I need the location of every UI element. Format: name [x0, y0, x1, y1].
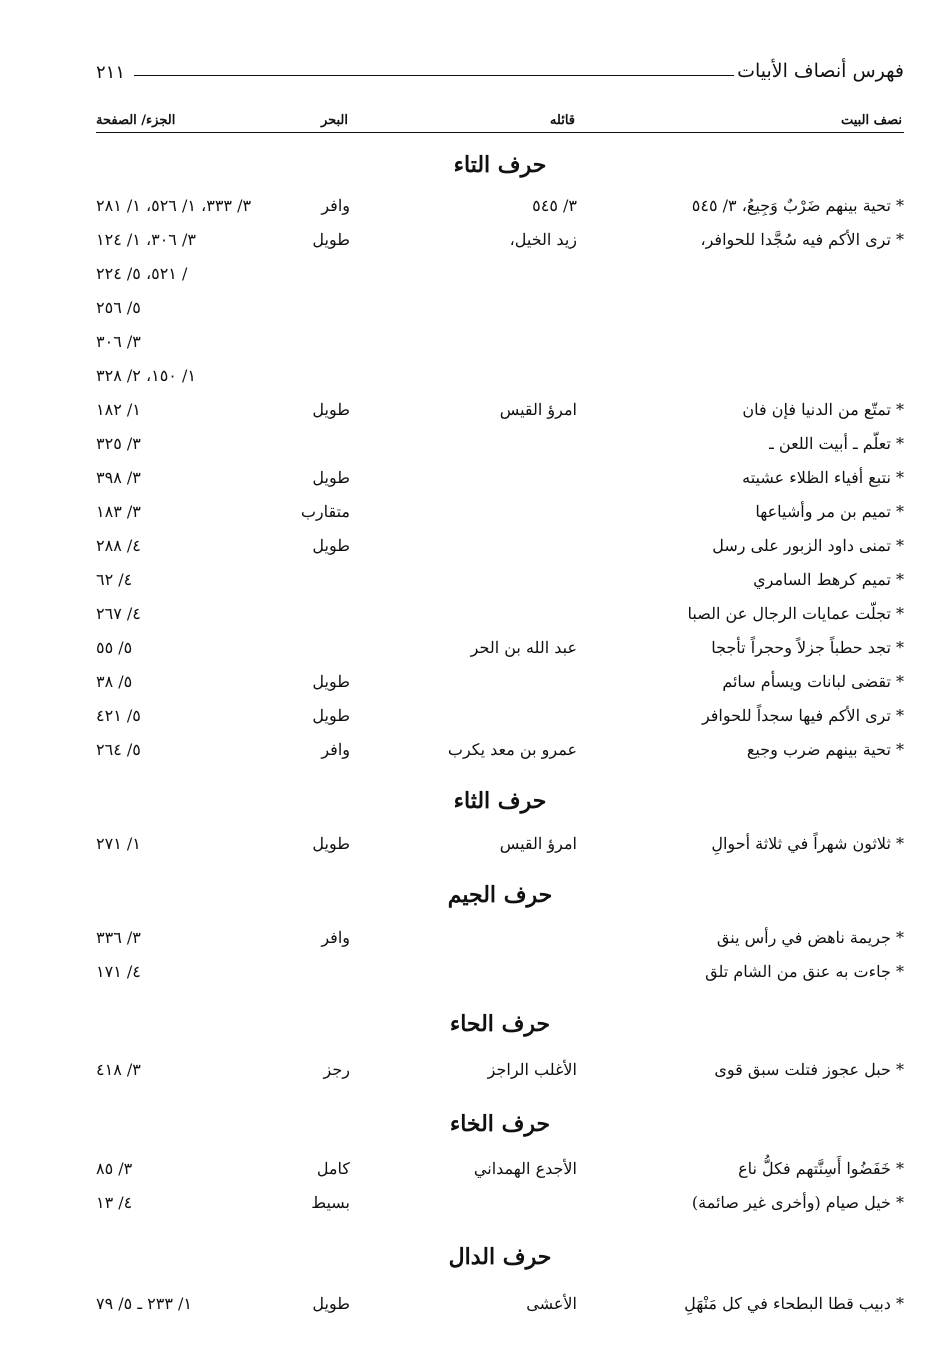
verse-text: * نتبع أفياء الظلاء عشيته [742, 468, 904, 487]
column-header-rule [96, 132, 904, 133]
verse-text: * جريمة ناهض في رأس ينق [716, 928, 904, 947]
index-row [0, 570, 940, 600]
verse-text: * تقضى لبانات ويسأم سائم [722, 672, 904, 691]
verse-text: * تميم بن مر وأشياعها [755, 502, 904, 521]
volume-page-ref: ٥/ ٥٥ [96, 638, 133, 657]
index-row [0, 962, 940, 992]
meter-name: طويل [312, 230, 350, 249]
volume-page-ref: ١/ ١٥٠، ٢/ ٣٢٨ [96, 366, 196, 385]
section-title: حرف الخاء [449, 1111, 551, 1137]
index-row [0, 230, 940, 260]
volume-page-ref: ١/ ٢٣٣ ـ ٥/ ٧٩ [96, 1294, 192, 1313]
index-row [0, 264, 940, 294]
volume-page-ref: ٣/ ٤١٨ [96, 1060, 141, 1079]
meter-name: طويل [312, 834, 350, 853]
verse-text: * ثلاثون شهراً في ثلاثة أحوالِ [711, 834, 904, 853]
verse-text: * تمتّع من الدنيا فإن فان [742, 400, 904, 419]
meter-name: طويل [312, 1294, 350, 1313]
verse-text: * حبل عجوز فتلت سبق قوى [714, 1060, 904, 1079]
poet-name: امرؤ القيس [499, 834, 577, 853]
section-title: حرف التاء [453, 152, 547, 178]
volume-page-ref: ١/ ٢٧١ [96, 834, 141, 853]
index-row [0, 536, 940, 566]
section-title: حرف الثاء [453, 788, 547, 814]
verse-text: * تجد حطباً جزلاً وحجراً تأججا [711, 638, 904, 657]
verse-text: * ترى الأكم فيه سُجَّدا للحوافر، [700, 230, 904, 249]
index-row [0, 332, 940, 362]
meter-name: متقارب [300, 502, 350, 521]
meter-name: وافر [321, 196, 350, 215]
index-row [0, 400, 940, 430]
volume-page-ref: ٤/ ٦٢ [96, 570, 133, 589]
volume-page-ref: / ٥٢١، ٥/ ٢٢٤ [96, 264, 188, 283]
index-row [0, 928, 940, 958]
verse-text: * تمنى داود الزبور على رسل [712, 536, 904, 555]
meter-name: طويل [312, 536, 350, 555]
index-row [0, 298, 940, 328]
meter-name: طويل [312, 706, 350, 725]
volume-page-ref: ٥/ ٢٥٦ [96, 298, 141, 317]
column-header-verse: نصف البيت [840, 113, 902, 128]
index-row [0, 468, 940, 498]
verse-text: * تحية بينهم ضرب وجيع [746, 740, 904, 759]
verse-text: * تميم كرهط السامري [753, 570, 904, 589]
poet-name: امرؤ القيس [499, 400, 577, 419]
index-row [0, 706, 940, 736]
meter-name: كامل [316, 1159, 350, 1178]
meter-name: وافر [321, 928, 350, 947]
meter-name: وافر [321, 740, 350, 759]
section-title: حرف الدال [448, 1244, 552, 1270]
index-row [0, 1060, 940, 1090]
volume-page-ref: ٣/ ٣٩٨ [96, 468, 141, 487]
volume-page-ref: ٤/ ٢٨٨ [96, 536, 141, 555]
index-row [0, 196, 940, 226]
volume-page-ref: ٥/ ٣٨ [96, 672, 133, 691]
verse-text: * دبيب قطا البطحاء في كل مَنْهَلِ [684, 1294, 904, 1313]
column-header-ref: الجزء/ الصفحة [96, 113, 176, 128]
section-title: حرف الجيم [447, 882, 553, 908]
index-row [0, 604, 940, 634]
meter-name: طويل [312, 672, 350, 691]
index-row [0, 638, 940, 668]
volume-page-ref: ٣/ ٣٣٣، ١/ ٥٢٦، ١/ ٢٨١ [96, 196, 252, 215]
meter-name: طويل [312, 468, 350, 487]
volume-page-ref: ١/ ١٨٢ [96, 400, 141, 419]
volume-page-ref: ٣/ ٣٢٥ [96, 434, 141, 453]
verse-text: * ترى الأكم فيها سجداً للحوافر [701, 706, 904, 725]
volume-page-ref: ٤/ ١٣ [96, 1193, 133, 1212]
index-row [0, 1159, 940, 1189]
verse-text: * تجلّت عمايات الرجال عن الصبا [687, 604, 904, 623]
index-row [0, 740, 940, 770]
column-header-meter: البحر [320, 113, 348, 128]
volume-page-ref: ٣/ ١٨٣ [96, 502, 141, 521]
index-row [0, 366, 940, 396]
volume-page-ref: ٤/ ٢٦٧ [96, 604, 141, 623]
verse-text: * خَفَضُوا أَسِنَّتهم فكلُّ ناع [738, 1159, 904, 1178]
poet-name: الأجدع الهمداني [473, 1159, 577, 1178]
poet-name: زيد الخيل، [509, 230, 577, 249]
verse-text: * جاءت به عنق من الشام تلق [705, 962, 904, 981]
volume-page-ref: ٣/ ٣٣٦ [96, 928, 141, 947]
volume-page-ref: ٥/ ٤٢١ [96, 706, 141, 725]
meter-name: طويل [312, 400, 350, 419]
volume-page-ref: ٣/ ٣٠٦ [96, 332, 141, 351]
volume-page-ref: ٣/ ٣٠٦، ١/ ١٢٤ [96, 230, 196, 249]
verse-text: * تحية بينهم ضَرْبٌ وَجِيعُ، ٣/ ٥٤٥ [691, 196, 904, 215]
header-rule [134, 75, 734, 76]
index-row [0, 1193, 940, 1223]
poet-name: الأعشى [526, 1294, 577, 1313]
meter-name: رجز [323, 1060, 350, 1079]
poet-name: ٣/ ٥٤٥ [532, 196, 577, 215]
section-title: حرف الحاء [449, 1011, 551, 1037]
index-row [0, 1294, 940, 1324]
index-row [0, 502, 940, 532]
index-row [0, 834, 940, 864]
volume-page-ref: ٥/ ٢٦٤ [96, 740, 141, 759]
page-number: ٢١١ [96, 62, 126, 83]
poet-name: عبد الله بن الحر [470, 638, 577, 657]
column-header-poet: قائله [549, 113, 575, 128]
poet-name: الأغلب الراجز [487, 1060, 577, 1079]
index-row [0, 672, 940, 702]
verse-text: * خيل صيام (وأخرى غير صائمة) [691, 1193, 904, 1212]
running-title: فهرس أنصاف الأبيات [737, 60, 904, 82]
poet-name: عمرو بن معد يكرب [447, 740, 577, 759]
volume-page-ref: ٣/ ٨٥ [96, 1159, 133, 1178]
index-row [0, 434, 940, 464]
meter-name: بسيط [311, 1193, 350, 1212]
verse-text: * تعلّم ـ أبيت اللعن ـ [769, 434, 904, 453]
volume-page-ref: ٤/ ١٧١ [96, 962, 141, 981]
